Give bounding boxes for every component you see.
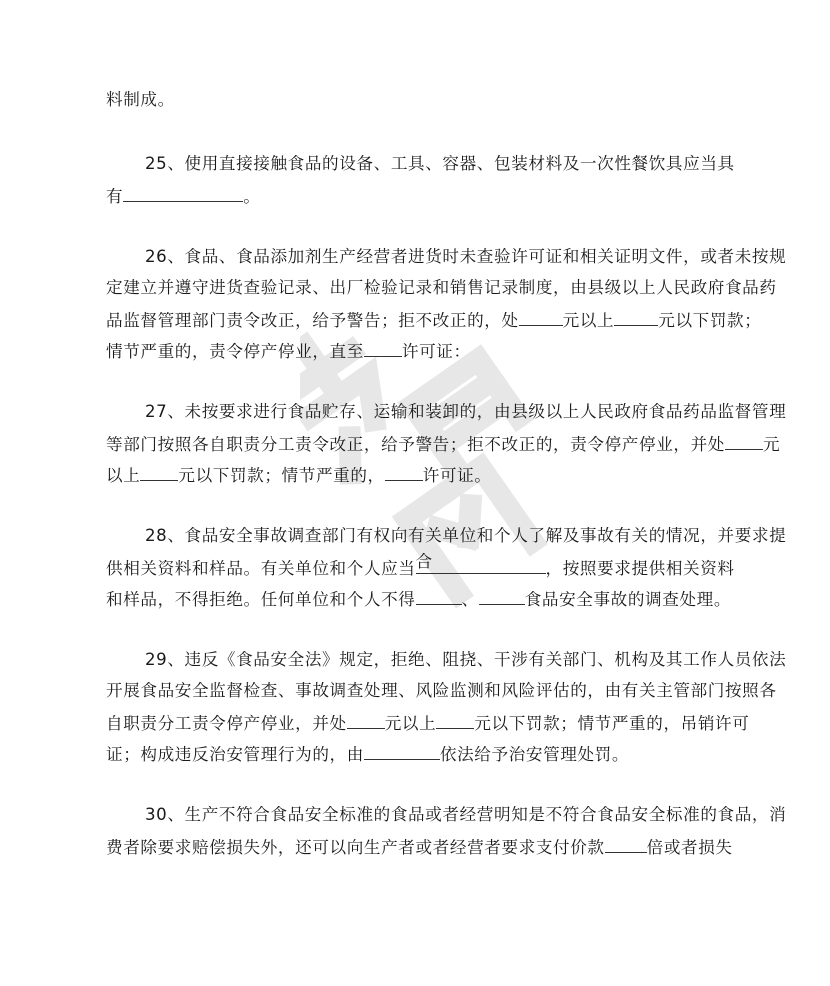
fill-in-blank [415, 552, 546, 574]
fill-in-blank [416, 586, 462, 605]
text-segment: 30、生产不符合食品安全标准的食品或者经营明知是不符合食品安全标准的食品，消 [145, 805, 787, 824]
text-segment: 许可证。 [422, 466, 492, 485]
text-line-q28-0 [145, 524, 787, 548]
text-segment: 元 [762, 435, 781, 454]
text-segment: 供相关资料和样品。有关单位和个人应当 [106, 559, 416, 578]
text-line-q26-3 [106, 338, 726, 362]
text-segment: 28、食品安全事故调查部门有权向有关单位和个人了解及事故有关的情况，并要求提 [145, 526, 787, 545]
fill-in-blank [347, 710, 385, 729]
text-segment: 等部门按照各自职责分工责令改正，给予警告；拒不改正的，责令停产停业，并处 [106, 435, 725, 454]
text-segment: 元以下罚款； [658, 311, 762, 330]
fill-in-blank [385, 462, 423, 481]
text-line-q27-0 [145, 400, 787, 424]
text-line-q27-1 [106, 431, 781, 455]
text-line-q29-1 [106, 679, 777, 703]
text-line-q27-2 [106, 462, 726, 486]
text-segment: 定建立并遵守进货查验记录、出厂检验记录和销售记录制度，由县级以上人民政府食品药 [106, 278, 777, 297]
fill-in-blank [519, 307, 563, 326]
text-line-q26-0 [145, 245, 787, 269]
text-segment: 元以上 [384, 714, 437, 733]
fill-in-blank [725, 431, 763, 450]
text-segment: 25、使用直接接触食品的设备、工具、容器、包装材料及一次性餐饮具应当具 [145, 154, 735, 173]
text-segment: 食品安全事故的调查处理。 [524, 590, 732, 609]
fill-in-blank [140, 462, 178, 481]
fill-in-blank [364, 338, 402, 357]
text-segment: ，按照要求提供相关资料 [545, 559, 735, 578]
text-segment: 有 [106, 187, 124, 206]
text-line-q26-1 [106, 276, 777, 300]
text-segment: 。 [243, 187, 261, 206]
blank-prefilled-text: 合 [415, 552, 433, 571]
fill-in-blank [614, 307, 658, 326]
text-segment: 、 [461, 590, 479, 609]
text-segment: 29、违反《食品安全法》规定，拒绝、阻挠、干涉有关部门、机构及其工作人员依法 [145, 650, 787, 669]
text-line-q29-2 [106, 710, 750, 734]
fill-in-blank [605, 834, 647, 853]
text-segment: 料制成。 [106, 90, 175, 109]
text-line-q29-0 [145, 648, 787, 672]
text-line-q29-3 [106, 741, 726, 765]
fill-in-blank [364, 741, 440, 760]
text-segment: 证；构成违反治安管理行为的，由 [106, 745, 364, 764]
text-segment: 许可证： [401, 342, 471, 361]
text-segment: 元以下罚款；情节严重的，吊销许可 [474, 714, 750, 733]
text-line-q26-2 [106, 307, 762, 331]
text-segment: 费者除要求赔偿损失外，还可以向生产者或者经营者要求支付价款 [106, 838, 605, 857]
text-line-q28-2 [106, 586, 732, 610]
fill-in-blank [123, 183, 243, 202]
fill-in-blank [436, 710, 474, 729]
text-segment: 品监督管理部门责令改正，给予警告；拒不改正的，处 [106, 311, 519, 330]
text-segment: 依法给予治安管理处罚。 [439, 745, 630, 764]
fill-in-blank [479, 586, 525, 605]
text-line-q30-0 [145, 803, 787, 827]
text-line-q30-1 [106, 834, 733, 858]
text-segment: 和样品，不得拒绝。任何单位和个人不得 [106, 590, 416, 609]
text-line-q25-1 [106, 183, 726, 207]
text-segment: 以上 [106, 466, 141, 485]
text-segment: 元以上 [562, 311, 615, 330]
text-segment: 开展食品安全监督检查、事故调查处理、风险监测和风险评估的，由有关主管部门按照各 [106, 681, 777, 700]
text-segment: 倍或者损失 [646, 838, 733, 857]
text-segment: 27、未按要求进行食品贮存、运输和装卸的，由县级以上人民政府食品药品监督管理 [145, 402, 787, 421]
text-line-q25-0 [145, 152, 735, 176]
text-line-p24-tail-0 [106, 88, 726, 112]
text-line-q28-1 [106, 552, 735, 579]
text-segment: 26、食品、食品添加剂生产经营者进货时未查验许可证和相关证明文件，或者未按规 [145, 247, 787, 266]
text-segment: 自职责分工责令停产停业，并处 [106, 714, 347, 733]
text-segment: 元以下罚款；情节严重的， [178, 466, 385, 485]
text-segment: 情节严重的，责令停产停业，直至 [106, 342, 364, 361]
